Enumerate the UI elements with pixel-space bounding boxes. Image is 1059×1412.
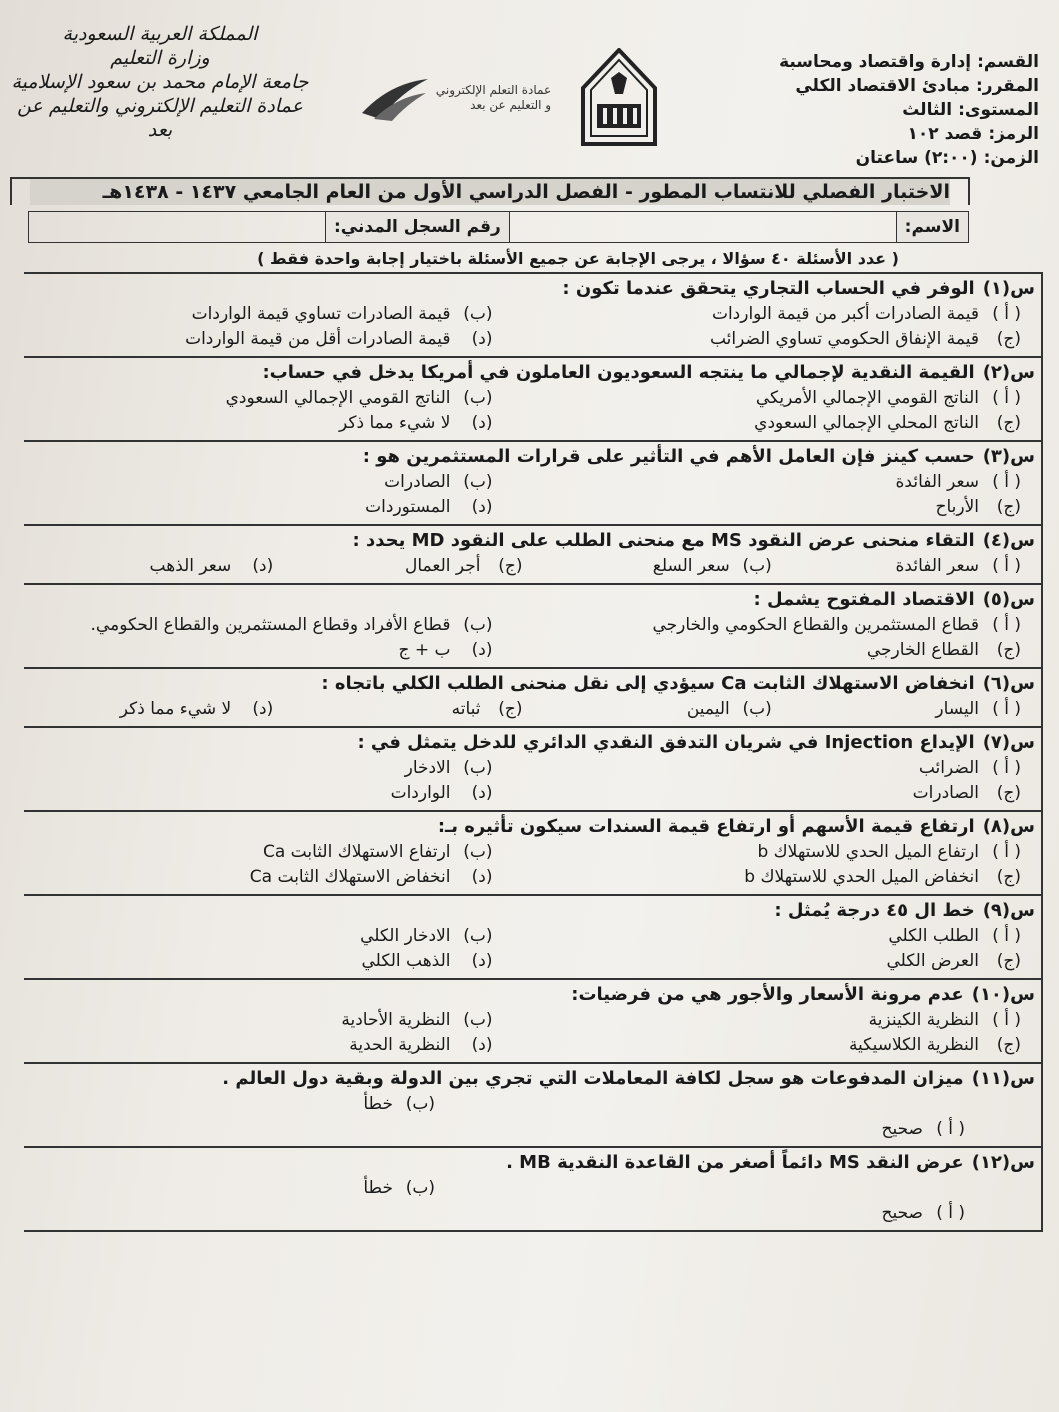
questions-list bbox=[24, 272, 1043, 1232]
option-letter: (ب) bbox=[463, 1010, 493, 1030]
option-letter: (ج) bbox=[996, 497, 1021, 517]
answer-option[interactable] bbox=[523, 756, 1022, 781]
option-letter: (د) bbox=[471, 413, 493, 433]
exam-title bbox=[10, 177, 970, 205]
option-letter: ( أ ) bbox=[992, 556, 1021, 576]
course-row: المستوى:الثالث bbox=[902, 100, 1039, 120]
option-text: أجر العمال bbox=[405, 556, 481, 576]
option-letter: (د) bbox=[252, 699, 274, 719]
option-letter: (ب) bbox=[463, 842, 493, 862]
option-letter: (د) bbox=[471, 951, 493, 971]
option-text: الصادرات bbox=[384, 472, 451, 492]
answer-option[interactable] bbox=[24, 781, 523, 806]
option-text: ارتفاع الميل الحدي للاستهلاك b bbox=[757, 842, 979, 862]
option-text: النظرية الكينزية bbox=[868, 1010, 979, 1030]
elearning-line: و التعليم عن بعد bbox=[470, 98, 552, 112]
answer-option[interactable] bbox=[24, 638, 523, 663]
answer-option[interactable] bbox=[24, 613, 523, 638]
option-text: اليسار bbox=[935, 699, 979, 719]
answer-option[interactable] bbox=[523, 554, 772, 579]
answer-option[interactable] bbox=[24, 1117, 995, 1142]
answer-option[interactable] bbox=[24, 470, 523, 495]
question-text: س(٣)حسب كينز فإن العامل الأهم في التأثير على قرارات المستثمرين هو : bbox=[362, 446, 1035, 467]
option-text: النظرية الأحادية bbox=[341, 1010, 451, 1030]
option-text: ارتفاع الاستهلاك الثابت Ca bbox=[262, 842, 451, 862]
option-text: قطاع الأفراد وقطاع المستثمرين والقطاع الحكومي. bbox=[90, 615, 451, 635]
answer-options bbox=[24, 554, 1035, 579]
option-letter: (ب) bbox=[463, 926, 493, 946]
option-letter: ( أ ) bbox=[992, 304, 1021, 324]
question-text: س(٧)الإيداع Injection في شريان التدفق النقدي الدائري للدخل يتمثل في : bbox=[357, 732, 1035, 753]
option-text: سعر الفائدة bbox=[895, 556, 979, 576]
course-row: الرمز:قصد ١٠٢ bbox=[907, 124, 1039, 144]
question-text: س(١٠)عدم مرونة الأسعار والأجور هي من فرضيات: bbox=[571, 984, 1035, 1005]
exam-header bbox=[10, 8, 1049, 173]
option-text: القطاع الخارجي bbox=[866, 640, 979, 660]
answer-option[interactable] bbox=[523, 865, 1022, 890]
option-letter: (د) bbox=[471, 783, 493, 803]
answer-option[interactable] bbox=[523, 638, 1022, 663]
option-text: اليمين bbox=[686, 699, 730, 719]
option-letter: (ب) bbox=[742, 699, 772, 719]
option-text: الادخار الكلي bbox=[360, 926, 451, 946]
answer-option[interactable] bbox=[523, 327, 1022, 352]
course-info bbox=[709, 8, 1049, 170]
option-letter: ( أ ) bbox=[992, 926, 1021, 946]
option-letter: (د) bbox=[471, 1035, 493, 1055]
answer-option[interactable] bbox=[523, 386, 1022, 411]
question-11 bbox=[24, 1064, 1043, 1148]
ministry-line: المملكة العربية السعودية bbox=[62, 23, 258, 45]
answer-option[interactable] bbox=[24, 411, 523, 436]
question-text: س(٨)ارتفاع قيمة الأسهم أو ارتفاع قيمة السندات سيكون تأثيره بـ: bbox=[437, 816, 1035, 837]
option-letter: ( أ ) bbox=[936, 1203, 965, 1223]
answer-option[interactable] bbox=[523, 302, 1022, 327]
answer-option[interactable] bbox=[24, 1176, 995, 1201]
option-letter: (ب) bbox=[405, 1178, 435, 1198]
logos bbox=[360, 8, 659, 148]
answer-option[interactable] bbox=[24, 756, 523, 781]
option-letter: (ج) bbox=[996, 640, 1021, 660]
option-text: صحيح bbox=[881, 1119, 923, 1139]
option-letter: (ب) bbox=[405, 1094, 435, 1114]
option-letter: (د) bbox=[471, 867, 493, 887]
option-text: انخفاض الميل الحدي للاستهلاك b bbox=[744, 867, 979, 887]
option-text: خطأ bbox=[363, 1178, 393, 1198]
answer-option[interactable] bbox=[24, 386, 523, 411]
question-9 bbox=[24, 896, 1043, 980]
option-text: الادخار bbox=[404, 758, 451, 778]
course-row: المقرر:مبادئ الاقتصاد الكلي bbox=[795, 76, 1039, 96]
name-label: الاسم: bbox=[897, 212, 968, 242]
option-text: الصادرات bbox=[912, 783, 979, 803]
answer-option[interactable] bbox=[523, 1033, 1022, 1058]
option-text: لا شيء مما ذكر bbox=[119, 699, 232, 719]
option-text: ثباته bbox=[451, 699, 481, 719]
option-letter: (ج) bbox=[996, 329, 1021, 349]
answer-option[interactable] bbox=[523, 781, 1022, 806]
answer-option[interactable] bbox=[523, 697, 772, 722]
option-text: الناتج القومي الإجمالي الأمريكي bbox=[755, 388, 979, 408]
question-text: س(١١)ميزان المدفوعات هو سجل لكافة المعاملات التي تجري بين الدولة وبقية دول العالم . bbox=[222, 1068, 1035, 1089]
answer-option[interactable] bbox=[24, 1092, 995, 1117]
option-letter: (ج) bbox=[996, 951, 1021, 971]
ministry-line: جامعة الإمام محمد بن سعود الإسلامية bbox=[11, 71, 309, 93]
question-2 bbox=[24, 358, 1043, 442]
option-text: لا شيء مما ذكر bbox=[339, 413, 451, 433]
option-text: سعر الذهب bbox=[149, 556, 232, 576]
option-letter: ( أ ) bbox=[992, 472, 1021, 492]
elearning-swoosh-icon bbox=[360, 73, 430, 123]
question-7 bbox=[24, 728, 1043, 812]
question-5 bbox=[24, 585, 1043, 669]
answer-options bbox=[24, 1176, 1035, 1226]
option-text: قيمة الصادرات أكبر من قيمة الواردات bbox=[711, 304, 979, 324]
ministry-line: عمادة التعليم الإلكتروني والتعليم عن بعد bbox=[17, 95, 303, 141]
option-letter: (ج) bbox=[498, 556, 523, 576]
answer-option[interactable] bbox=[523, 613, 1022, 638]
answer-option[interactable] bbox=[24, 554, 273, 579]
option-letter: (ب) bbox=[463, 472, 493, 492]
option-text: ب + ج bbox=[398, 640, 451, 660]
question-text: س(٥)الاقتصاد المفتوح يشمل : bbox=[753, 589, 1035, 610]
option-letter: ( أ ) bbox=[992, 842, 1021, 862]
option-text: الضرائب bbox=[918, 758, 979, 778]
option-text: الناتج القومي الإجمالي السعودي bbox=[225, 388, 451, 408]
answer-option[interactable] bbox=[523, 949, 1022, 974]
option-letter: (ب) bbox=[463, 304, 493, 324]
option-letter: ( أ ) bbox=[992, 758, 1021, 778]
option-text: سعر السلع bbox=[652, 556, 730, 576]
question-4 bbox=[24, 526, 1043, 585]
answer-option[interactable] bbox=[523, 495, 1022, 520]
option-letter: ( أ ) bbox=[992, 615, 1021, 635]
option-letter: (د) bbox=[471, 640, 493, 660]
question-text: س(٦)انخفاض الاستهلاك الثابت Ca سيؤدي إلى نقل منحنى الطلب الكلي باتجاه : bbox=[321, 673, 1035, 694]
answer-option[interactable] bbox=[24, 495, 523, 520]
answer-options bbox=[24, 613, 1035, 663]
question-text: س(١٢)عرض النقد MS دائماً أصغر من القاعدة النقدية MB . bbox=[506, 1152, 1035, 1173]
option-letter: (ج) bbox=[996, 867, 1021, 887]
option-letter: (ب) bbox=[463, 615, 493, 635]
option-text: خطأ bbox=[363, 1094, 393, 1114]
answer-option[interactable] bbox=[523, 411, 1022, 436]
elearning-logo bbox=[360, 73, 551, 123]
answer-option[interactable] bbox=[273, 554, 522, 579]
option-text: النظرية الحدية bbox=[349, 1035, 451, 1055]
question-12 bbox=[24, 1148, 1043, 1232]
answer-option[interactable] bbox=[523, 1008, 1022, 1033]
name-field[interactable] bbox=[510, 212, 897, 242]
option-text: انخفاض الاستهلاك الثابت Ca bbox=[249, 867, 451, 887]
answer-options bbox=[24, 697, 1035, 722]
option-text: المستوردات bbox=[365, 497, 451, 517]
answer-options bbox=[24, 470, 1035, 520]
option-letter: (د) bbox=[252, 556, 274, 576]
course-row: القسم:إدارة واقتصاد ومحاسبة bbox=[779, 52, 1039, 72]
question-3 bbox=[24, 442, 1043, 526]
answer-option[interactable] bbox=[24, 1201, 995, 1226]
answer-options bbox=[24, 840, 1035, 890]
option-letter: (د) bbox=[471, 497, 493, 517]
civil-id-label: رقم السجل المدني: bbox=[326, 212, 510, 242]
answer-option[interactable] bbox=[523, 840, 1022, 865]
answer-option[interactable] bbox=[24, 949, 523, 974]
option-text: قيمة الصادرات أقل من قيمة الواردات bbox=[185, 329, 451, 349]
question-6 bbox=[24, 669, 1043, 728]
option-letter: (ج) bbox=[996, 413, 1021, 433]
course-row: الزمن:(٢:٠٠) ساعتان bbox=[855, 148, 1039, 168]
answer-option[interactable] bbox=[523, 470, 1022, 495]
student-info-row bbox=[28, 211, 969, 243]
option-text: قطاع المستثمرين والقطاع الحكومي والخارجي bbox=[652, 615, 979, 635]
question-text: س(٤)التقاء منحنى عرض النقود MS مع منحنى الطلب على النقود MD يحدد : bbox=[352, 530, 1035, 551]
option-letter: (ب) bbox=[463, 388, 493, 408]
answer-option[interactable] bbox=[273, 697, 522, 722]
option-text: الناتج المحلي الإجمالي السعودي bbox=[754, 413, 979, 433]
question-text: س(٢)القيمة النقدية لإجمالي ما ينتجه السعوديون العاملون في أمريكا يدخل في حساب: bbox=[262, 362, 1035, 383]
answer-options bbox=[24, 1092, 1035, 1142]
option-letter: ( أ ) bbox=[992, 699, 1021, 719]
option-letter: ( أ ) bbox=[992, 388, 1021, 408]
answer-option[interactable] bbox=[24, 697, 273, 722]
instructions-note: ( عدد الأسئلة ٤٠ سؤالا ، يرجى الإجابة عن جميع الأسئلة باختيار إجابة واحدة فقط ) bbox=[257, 249, 899, 268]
elearning-logo-text bbox=[436, 83, 551, 113]
question-8 bbox=[24, 812, 1043, 896]
answer-option[interactable] bbox=[24, 327, 523, 352]
option-text: قيمة الصادرات تساوي قيمة الواردات bbox=[191, 304, 451, 324]
exam-title-text: الاختبار الفصلي للانتساب المطور - الفصل الدراسي الأول من العام الجامعي ١٤٣٧ - ١٤٣٨هـ bbox=[30, 179, 950, 205]
ministry-line: وزارة التعليم bbox=[110, 47, 210, 69]
answer-options bbox=[24, 302, 1035, 352]
answer-option[interactable] bbox=[24, 924, 523, 949]
option-text: صحيح bbox=[881, 1203, 923, 1223]
answer-option[interactable] bbox=[24, 1033, 523, 1058]
answer-options bbox=[24, 756, 1035, 806]
answer-options bbox=[24, 1008, 1035, 1058]
answer-option[interactable] bbox=[24, 865, 523, 890]
option-text: قيمة الإنفاق الحكومي تساوي الضرائب bbox=[709, 329, 979, 349]
option-letter: (د) bbox=[471, 329, 493, 349]
question-10 bbox=[24, 980, 1043, 1064]
option-letter: (ج) bbox=[996, 1035, 1021, 1055]
answer-option[interactable] bbox=[772, 697, 1021, 722]
answer-options bbox=[24, 386, 1035, 436]
answer-option[interactable] bbox=[772, 554, 1021, 579]
option-text: الذهب الكلي bbox=[361, 951, 451, 971]
answer-option[interactable] bbox=[24, 1008, 523, 1033]
elearning-line: عمادة التعلم الإلكتروني bbox=[435, 83, 552, 97]
answer-options bbox=[24, 924, 1035, 974]
option-letter: (ج) bbox=[498, 699, 523, 719]
option-text: العرض الكلي bbox=[886, 951, 979, 971]
option-text: النظرية الكلاسيكية bbox=[848, 1035, 979, 1055]
option-letter: (ج) bbox=[996, 783, 1021, 803]
option-letter: ( أ ) bbox=[992, 1010, 1021, 1030]
option-text: سعر الفائدة bbox=[895, 472, 979, 492]
option-letter: (ب) bbox=[463, 758, 493, 778]
question-1 bbox=[24, 274, 1043, 358]
answer-option[interactable] bbox=[24, 302, 523, 327]
option-letter: (ب) bbox=[742, 556, 772, 576]
answer-option[interactable] bbox=[523, 924, 1022, 949]
university-logo-icon bbox=[579, 48, 659, 148]
option-text: الأرباح bbox=[935, 497, 979, 517]
option-text: الطلب الكلي bbox=[888, 926, 979, 946]
question-text: س(٩)خط ال ٤٥ درجة يُمثل : bbox=[774, 900, 1035, 921]
ministry-heading bbox=[10, 8, 310, 142]
answer-option[interactable] bbox=[24, 840, 523, 865]
civil-id-field[interactable] bbox=[29, 212, 326, 242]
option-text: الواردات bbox=[390, 783, 451, 803]
option-letter: ( أ ) bbox=[936, 1119, 965, 1139]
question-text: س(١)الوفر في الحساب التجاري يتحقق عندما تكون : bbox=[562, 278, 1035, 299]
